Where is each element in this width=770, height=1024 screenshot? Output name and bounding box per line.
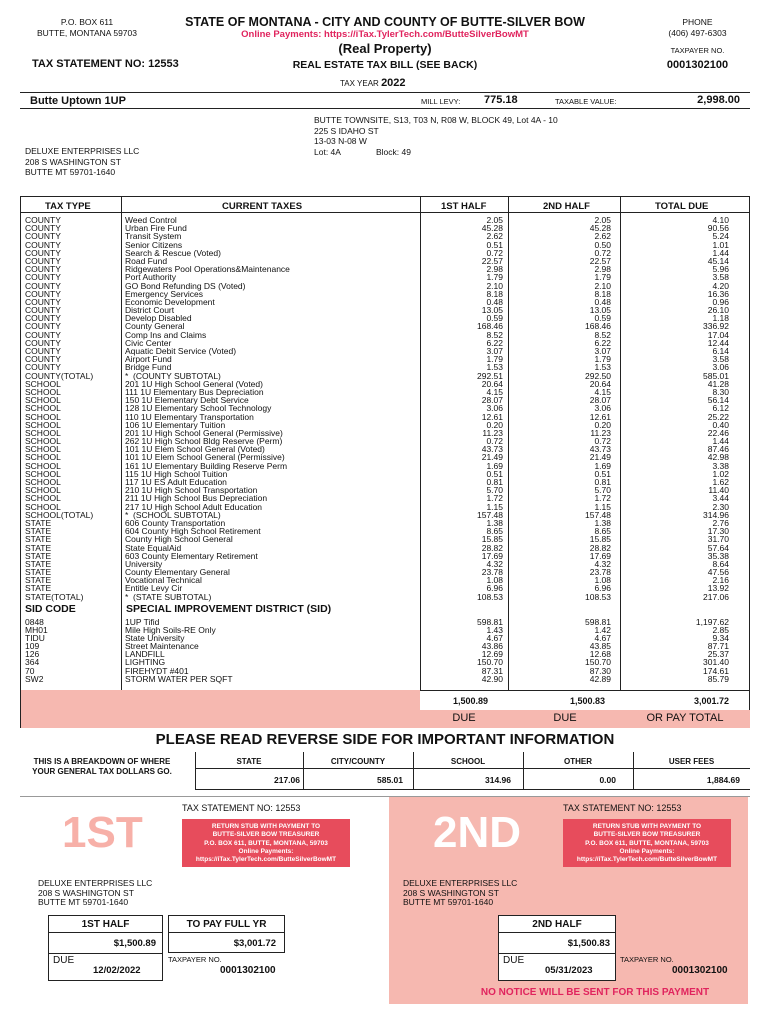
- stub-owner-name: DELUXE ENTERPRISES LLC: [403, 878, 518, 888]
- stub-owner-name: DELUXE ENTERPRISES LLC: [38, 878, 153, 888]
- sid-code-label: SID CODE: [25, 603, 76, 615]
- stub-owner-city: BUTTE MT 59701-1640: [38, 897, 129, 907]
- sid-total-column: 1,197.62 2.85 9.34 87.71 25.37 301.40 174.61 85.79: [695, 617, 729, 684]
- shaded-box: [21, 690, 420, 728]
- breakdown-rule: [195, 768, 750, 769]
- return-line: https://iTax.TylerTech.com/ButteSilverBowMT: [576, 856, 718, 864]
- first-stub-address: [38, 879, 152, 908]
- col-header-tax-type: TAX TYPE: [45, 201, 91, 212]
- return-line: RETURN STUB WITH PAYMENT TO: [592, 823, 702, 830]
- second-half-amount: $1,500.83: [567, 938, 610, 949]
- breakdown-value-other: 0.00: [599, 775, 616, 785]
- taxable-value: 2,998.00: [697, 94, 740, 106]
- mill-levy-value: 775.18: [484, 94, 518, 106]
- statement-number: TAX STATEMENT NO: 12553: [32, 58, 179, 70]
- second-half-column: 2.05 45.28 2.62 0.50 0.72 22.57 2.98 1.79 2.10 8.18 0.48 13.05 0.59 168.46 8.52 6.22 3.07 1.79 1.53 292.50 20.64 4.15 28.07 3.06 12.61 0.20 11.23 0.72 43.73 21.49 1.69 0.51 0.81 5.70 1.72 1.15 157.48 1.38 8.65 15.85 28.82 17.69 4.32 23.78 1.08 6.96 108.53: [585, 215, 611, 602]
- due-label-first: DUE: [452, 712, 476, 724]
- tax-year-label: TAX YEAR: [340, 79, 379, 88]
- office-address: [22, 17, 152, 39]
- sid-code-column: 0848 MH01 TIDU 109 126 364 70 SW2: [25, 617, 48, 684]
- page-title: STATE OF MONTANA - CITY AND COUNTY OF BUTTE-SILVER BOW: [185, 15, 585, 29]
- full-year-label: TO PAY FULL YR: [186, 919, 267, 930]
- owner-street: 208 S WASHINGTON ST: [25, 156, 121, 167]
- property-name: Butte Uptown 1UP: [30, 95, 126, 107]
- second-stub-taxpayer-label: TAXPAYER NO.: [620, 955, 674, 964]
- reverse-side-notice: PLEASE READ REVERSE SIDE FOR IMPORTANT INFORMATION: [155, 731, 615, 748]
- breakdown-rule: [195, 789, 750, 790]
- second-stub-taxpayer-no: 0001302100: [672, 965, 728, 976]
- return-line: Online Payments:: [238, 847, 294, 855]
- second-stub-address: [403, 879, 517, 908]
- first-stub-due-label: DUE: [53, 955, 75, 966]
- mill-levy-label: MILL LEVY:: [421, 97, 461, 106]
- first-stub-taxpayer-no: 0001302100: [220, 965, 276, 976]
- stub-owner-street: 208 S WASHINGTON ST: [38, 887, 134, 898]
- return-line: https://iTax.TylerTech.com/ButteSilverBowMT: [195, 856, 337, 864]
- first-stub-due-date: 12/02/2022: [93, 965, 141, 976]
- legal-description: [314, 115, 558, 157]
- breakdown-label: THIS IS A BREAKDOWN OF WHERE YOUR GENERAL TAX DOLLARS GO.: [32, 757, 172, 776]
- return-line: P.O. BOX 611, BUTTE, MONTANA, 59703: [585, 839, 709, 847]
- breakdown-value-city-county: 585.01: [377, 775, 403, 785]
- sid-first-half-column: 598.81 1.43 4.67 43.86 12.69 150.70 87.31 42.90: [477, 617, 503, 684]
- second-half-label: 2ND HALF: [532, 919, 582, 930]
- first-half-total: 1,500.89: [452, 696, 488, 706]
- second-stub-due-label: DUE: [503, 955, 525, 966]
- total-due-column: 4.10 90.56 5.24 1.01 1.44 45.14 5.96 3.58 4.20 16.36 0.96 26.10 1.18 336.92 17.04 12.44 6.14 3.58 3.06 585.01 41.28 8.30 56.14 6.12 25.22 0.40 22.46 1.44 87.46 42.98 3.38 1.02 1.62 11.40 3.44 2.30 314.96 2.76 17.30 31.70 57.64 35.38 8.64 47.56 2.16 13.92 217.06: [703, 215, 729, 602]
- table-header-rule: [20, 212, 750, 213]
- phone-label: PHONE: [682, 17, 713, 27]
- first-stub-return-box: [182, 819, 350, 867]
- col-header-first-half: 1ST HALF: [441, 201, 487, 212]
- phone-block: [640, 17, 755, 39]
- col-header-current-taxes: CURRENT TAXES: [222, 201, 303, 212]
- legal-line: BUTTE TOWNSITE, S13, T03 N, R08 W, BLOCK 49, Lot 4A - 10: [314, 115, 558, 125]
- second-half-total: 1,500.83: [569, 696, 605, 706]
- tax-year: [340, 77, 406, 89]
- first-half-amount: $1,500.89: [113, 938, 156, 949]
- tax-name-column: Weed Control Urban Fire Fund Transit System Senior Citizens Search & Rescue (Voted) Road Fund Ridgewaters Pool Operations&Maintenance Port Authority GO Bond Refunding DS (Voted) Emergency Services Economic Development District Court Develop Disabled County General Comp Ins and Claims Civic Center Aquatic Debit Service (Voted) Airport Fund Bridge Fund * (COUNTY SUBTOTAL) 201 1U High School General (Voted) 111 1U Elementary Bus Depreciation 150 1U Elementary Debt Service 128 1U Elementary School Technology 110 1U Elementary Transportation 106 1U Elementary Tuition 201 1U High School General (Permissive) 262 1U High School Bldg Reserve (Perm) 101 1U Elem School General (Voted) 101 1U Elem School General (Permissive) 161 1U Elementary Building Reserve Perm 115 1U High School Tuition 117 1U ES Adult Education 210 1U High School Transportation 211 1U High School Bus Depreciation 217 1U High School Adult Education * (SCHOOL SUBTOTAL) 606 County Transportation 604 County High School Retirement County High School General State EqualAid 603 County Elementary Retirement University County Elementary General Vocational Technical Entitle Levy Cir * (STATE SUBTOTAL): [125, 215, 290, 602]
- breakdown-header-city-county: CITY/COUNTY: [330, 757, 386, 766]
- box-rule: [168, 932, 285, 933]
- return-line: BUTTE-SILVER BOW TREASURER: [212, 831, 320, 839]
- box-rule: [48, 953, 163, 954]
- taxpayer-no-label: TAXPAYER NO.: [670, 46, 725, 55]
- return-line: P.O. BOX 611, BUTTE, MONTANA, 59703: [204, 839, 328, 847]
- col-header-total-due: TOTAL DUE: [655, 201, 709, 212]
- col-divider: [121, 196, 122, 690]
- office-city: BUTTE, MONTANA 59703: [37, 28, 137, 38]
- second-stub-due-date: 05/31/2023: [545, 965, 593, 976]
- tax-year-value: 2022: [381, 77, 406, 89]
- first-stub-big-label: 1ST: [62, 808, 143, 857]
- due-label-second: DUE: [553, 712, 577, 724]
- return-line: RETURN STUB WITH PAYMENT TO: [211, 823, 321, 830]
- first-stub-statement: TAX STATEMENT NO: 12553: [182, 803, 301, 813]
- first-stub-taxpayer-label: TAXPAYER NO.: [168, 955, 222, 964]
- online-payments-link[interactable]: Online Payments: https://iTax.TylerTech.com/ButteSilverBowMT: [241, 29, 529, 40]
- first-half-column: 2.05 45.28 2.62 0.51 0.72 22.57 2.98 1.79 2.10 8.18 0.48 13.05 0.59 168.46 8.52 6.22 3.07 1.79 1.53 292.51 20.64 4.15 28.07 3.06 12.61 0.20 11.23 0.72 43.73 21.49 1.69 0.51 0.81 5.70 1.72 1.15 157.48 1.38 8.65 15.85 28.82 17.69 4.32 23.78 1.08 6.96 108.53: [477, 215, 503, 602]
- bill-title: REAL ESTATE TAX BILL (SEE BACK): [292, 59, 478, 71]
- return-line: Online Payments:: [619, 847, 675, 855]
- legal-line: 13-03 N-08 W: [314, 136, 367, 146]
- block: Block: 49: [376, 146, 411, 157]
- full-year-amount: $3,001.72: [233, 938, 276, 949]
- box-rule: [498, 953, 616, 954]
- second-stub-return-box: [563, 819, 731, 867]
- owner-name: DELUXE ENTERPRISES LLC: [25, 146, 140, 156]
- tax-type-column: COUNTY COUNTY COUNTY COUNTY COUNTY COUNTY COUNTY COUNTY COUNTY COUNTY COUNTY COUNTY COUNTY COUNTY COUNTY COUNTY COUNTY COUNTY COUNTY COUNTY(TOTAL) SCHOOL SCHOOL SCHOOL SCHOOL SCHOOL SCHOOL SCHOOL SCHOOL SCHOOL SCHOOL SCHOOL SCHOOL SCHOOL SCHOOL SCHOOL SCHOOL SCHOOL(TOTAL) STATE STATE STATE STATE STATE STATE STATE STATE STATE STATE(TOTAL): [25, 215, 94, 602]
- stub-owner-street: 208 S WASHINGTON ST: [403, 887, 499, 898]
- breakdown-value-state: 217.06: [274, 775, 300, 785]
- box-rule: [498, 932, 616, 933]
- grand-total: 3,001.72: [693, 696, 729, 706]
- first-half-label: 1ST HALF: [81, 919, 130, 930]
- owner-address: [25, 146, 139, 178]
- sid-second-half-column: 598.81 1.42 4.67 43.85 12.68 150.70 87.30 42.89: [585, 617, 611, 684]
- breakdown-header-other: OTHER: [564, 757, 592, 766]
- taxpayer-no: 0001302100: [666, 59, 729, 71]
- stub-owner-city: BUTTE MT 59701-1640: [403, 897, 494, 907]
- second-stub-statement: TAX STATEMENT NO: 12553: [563, 803, 682, 813]
- breakdown-header-state: STATE: [236, 757, 262, 766]
- legal-line: 225 S IDAHO ST: [314, 125, 379, 136]
- return-line: BUTTE-SILVER BOW TREASURER: [593, 831, 701, 839]
- po-box: P.O. BOX 611: [60, 17, 114, 27]
- no-notice-warning: NO NOTICE WILL BE SENT FOR THIS PAYMENT: [480, 987, 710, 998]
- breakdown-header-school: SCHOOL: [450, 757, 486, 766]
- property-type: (Real Property): [338, 41, 432, 56]
- sid-title: SPECIAL IMPROVEMENT DISTRICT (SID): [126, 603, 332, 615]
- col-header-second-half: 2ND HALF: [543, 201, 590, 212]
- breakdown-value-school: 314.96: [485, 775, 511, 785]
- breakdown-value-user-fees: 1,884.69: [706, 775, 740, 785]
- second-stub-big-label: 2ND: [433, 808, 522, 857]
- breakdown-header-user-fees: USER FEES: [668, 757, 715, 766]
- pay-total-label: OR PAY TOTAL: [646, 712, 724, 724]
- phone-number: (406) 497-6303: [668, 28, 727, 38]
- lot: Lot: 4A: [314, 146, 341, 157]
- sid-name-column: 1UP Tifid Mile High Soils-RE Only State University Street Maintenance LANDFILL LIGHTING FIREHYDT #401 STORM WATER PER SQFT: [125, 617, 233, 684]
- taxable-value-label: TAXABLE VALUE:: [555, 97, 617, 106]
- owner-city: BUTTE MT 59701-1640: [25, 167, 116, 177]
- box-rule: [48, 932, 163, 933]
